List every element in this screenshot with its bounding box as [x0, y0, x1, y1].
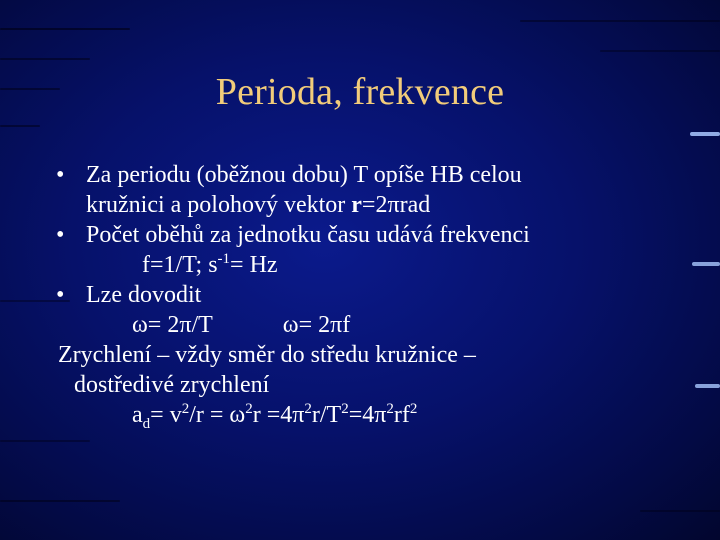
bullet-item — [56, 220, 702, 250]
bullet-marker: • — [56, 222, 65, 248]
decor-streak — [0, 500, 120, 502]
vector-r: r — [351, 192, 362, 218]
decor-streak — [0, 28, 130, 30]
bullet-marker: • — [56, 162, 65, 188]
decor-streak — [690, 132, 720, 136]
superscript: 2 — [181, 401, 190, 417]
formula-line — [62, 310, 702, 340]
superscript: 2 — [245, 401, 253, 417]
text-span: r =4π — [252, 402, 305, 428]
text-span: = Hz — [230, 252, 278, 278]
slide-title: Perioda, frekvence — [215, 71, 505, 113]
superscript: -1 — [217, 251, 231, 267]
bullet-text: Lze dovodit — [86, 282, 202, 308]
text-span: rf — [393, 402, 410, 428]
bullet-marker: • — [56, 282, 65, 308]
decor-streak — [0, 125, 40, 127]
text-span: Zrychlení – vždy směr do středu kružnice – — [58, 342, 476, 368]
text-span: f=1/T; s — [142, 252, 218, 278]
formula-omega-period: ω= 2π/T — [132, 312, 213, 338]
decor-streak — [520, 20, 720, 22]
text-span: =4π — [348, 402, 387, 428]
superscript: 2 — [304, 401, 312, 417]
superscript: 2 — [409, 401, 418, 417]
superscript: 2 — [386, 401, 394, 417]
text-span: /r = ω — [189, 402, 246, 428]
text-span: a — [132, 402, 143, 428]
text-span: dostředivé zrychlení — [74, 372, 270, 398]
decor-streak — [640, 510, 720, 512]
bullet-item — [56, 160, 702, 190]
paragraph-line — [60, 340, 702, 370]
slide-content — [56, 160, 702, 432]
formula-line — [62, 400, 702, 430]
bullet-text: Počet oběhů za jednotku času udává frekvenci — [86, 222, 530, 248]
formula-line — [62, 250, 702, 280]
paragraph-continuation — [62, 370, 702, 400]
decor-streak — [0, 440, 90, 442]
subscript: d — [142, 415, 151, 432]
superscript: 2 — [341, 401, 349, 417]
decor-streak — [0, 58, 90, 60]
text-span: = v — [150, 402, 182, 428]
text-span: kružnici a polohový vektor — [86, 192, 352, 218]
decor-streak — [600, 50, 720, 52]
text-span: =2πrad — [361, 192, 431, 218]
formula-omega-frequency: ω= 2πf — [282, 312, 351, 338]
text-span: r/T — [311, 402, 342, 428]
bullet-continuation — [62, 190, 702, 220]
bullet-item — [56, 280, 702, 310]
bullet-text: Za periodu (oběžnou dobu) T opíše HB celou — [86, 162, 522, 188]
